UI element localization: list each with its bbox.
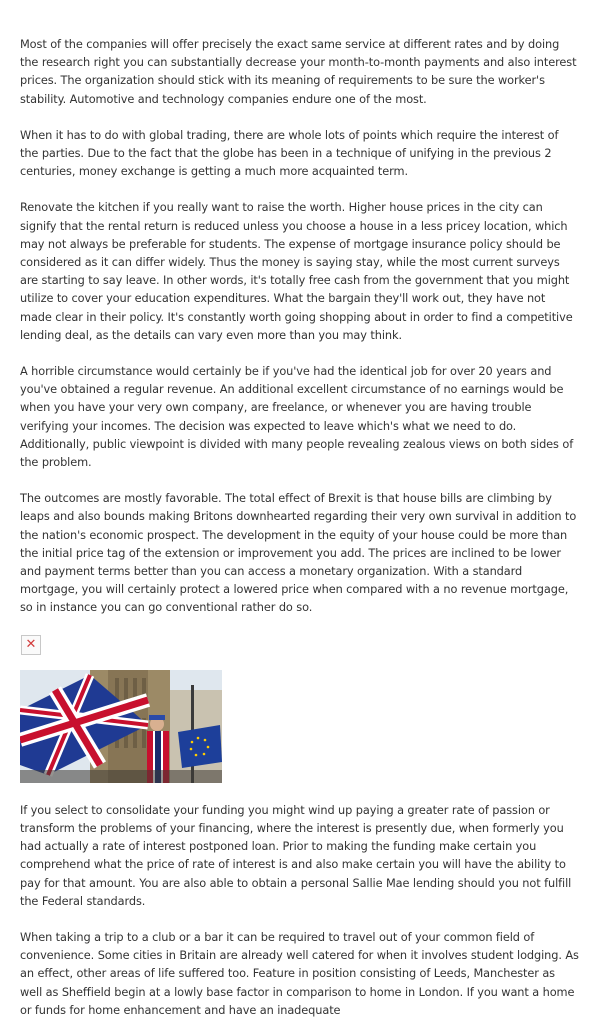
paragraph: When it has to do with global trading, there are whole lots of points which require the interest of the parties. Due to the fact that the globe has been in a technique of unifying in the previous 2 centuries, money exchange is getting a much more acquainted term. (20, 127, 559, 179)
close-icon: ✕ (25, 637, 37, 653)
broken-image-icon (21, 635, 41, 655)
paragraph: If you select to consolidate your funding you might wind up paying a greater rate of passion or transform the problems of your financing, where the interest is presently due, when formerly you had actually a rate of interest postponed loan. Prior to making the funding make certain you comprehend what the price of rate of interest is and also make certain you will have the ability to pay for that amount. You are also able to obtain a personal Sallie Mae lending should you not fulfill the Federal standards. (20, 802, 572, 908)
paragraph: Renovate the kitchen if you really want to raise the worth. Higher house prices in the city can signify that the rental return is reduced unless you choose a house in a less pricey location, which may not always be preferable for students. The expense of mortgage insurance policy should be considered as it can differ widely. Thus the money is saying stay, while the most current surveys are starting to say leave. In other words, it's totally free cash from the government that you might utilize to cover your education expenditures. What the bargain they'll work out, they have not made clear in their policy. It's constantly worth going shopping about in order to find a competitive lending deal, as the details can vary even more than you may think. (20, 200, 573, 342)
paragraph: When taking a trip to a club or a bar it can be required to travel out of your common field of convenience. Some cities in Britain are already well catered for when it involves student lodging. As an effect, other areas of life suffered too. Feature in position consisting of Leeds, Manchester as well as Sheffield begin at a lowly base factor in comparison to home in London. If you want a home or funds for home enhancement and have an inadequate (20, 929, 579, 1017)
paragraph: A horrible circumstance would certainly be if you've had the identical job for over 20 years and you've obtained a regular revenue. An additional excellent circumstance of no earnings would be when you have your very own company, are freelance, or whenever you are having trouble verifying your incomes. The decision was expected to leave which's what we need to do. Additionally, public viewpoint is divided with many people revealing zealous views on both sides of the problem. (20, 364, 574, 470)
paragraph: Most of the companies will offer precisely the exact same service at different rates and by doing the research right you can substantially decrease your month-to-month payments and also interest prices. The organization should stick with its meaning of requirements to be sure the worker's stability. Automotive and technology companies endure one of the most. (20, 37, 577, 106)
union-jack-flag-photo (20, 670, 222, 783)
paragraph: The outcomes are mostly favorable. The total effect of Brexit is that house bills are climbing by leaps and also bounds making Britons downhearted regarding their very own survival in addition to the nation's economic prospect. The development in the equity of your house could be more than the initial price tag of the extension or improvement you add. The prices are inclined to be lower and payment terms better than you can access a monetary organization. With a standard mortgage, you will certainly protect a lowered price when compared with a no revenue mortgage, so in instance you can go conventional rather do so. (20, 491, 577, 615)
